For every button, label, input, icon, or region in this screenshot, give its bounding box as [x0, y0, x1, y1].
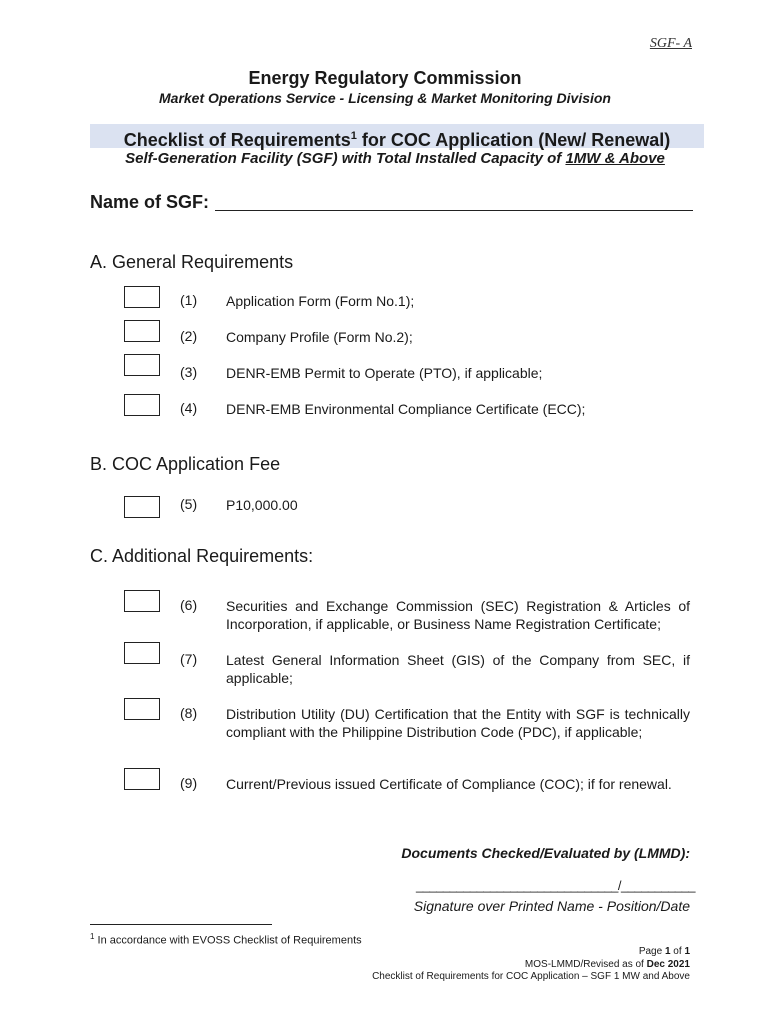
item-number: (2) [180, 328, 198, 344]
form-code: SGF- A [649, 36, 692, 51]
section-fee-heading: B. COC Application Fee [90, 454, 281, 474]
item-text: DENR-EMB Environmental Compliance Certificate (ECC); [226, 401, 586, 417]
checkbox-item-8[interactable] [124, 698, 160, 720]
checkbox-item-1[interactable] [124, 286, 160, 308]
name-of-sgf-label: Name of SGF: [90, 192, 210, 212]
checkbox-item-7[interactable] [124, 642, 160, 664]
subtitle-capacity: 1MW & Above [565, 150, 665, 167]
signature-line[interactable]: ______________________________/___________ [416, 878, 696, 893]
page-number [639, 946, 690, 957]
item-number: (7) [180, 651, 198, 667]
revision-date: Dec 2021 [646, 959, 690, 970]
item-text: Distribution Utility (DU) Certification that the Entity with SGF is technically compliant with the Philippine Distribution Code (PDC), if applicable; [226, 706, 690, 740]
footnote-ref: 1 [350, 130, 357, 142]
item-text: Securities and Exchange Commission (SEC) Registration & Articles of Incorporation, if applicable, or Business Name Registration Certificate; [226, 598, 690, 632]
signature-label: Signature over Printed Name - Position/Date [413, 898, 690, 914]
page-total: 1 [684, 946, 690, 957]
item-text: Current/Previous issued Certificate of Compliance (COC); if for renewal. [226, 776, 672, 792]
item-text: DENR-EMB Permit to Operate (PTO), if applicable; [226, 365, 543, 381]
item-number: (9) [180, 775, 198, 791]
item-number: (4) [180, 400, 198, 416]
item-number: (6) [180, 597, 198, 613]
footnote-text: In accordance with EVOSS Checklist of Requirements [94, 934, 362, 947]
document-subtitle [0, 150, 770, 167]
footnote-divider [90, 924, 272, 925]
footnote [90, 932, 362, 947]
item-text: Company Profile (Form No.2); [226, 329, 413, 345]
page-word: Page [638, 946, 665, 957]
item-number: (8) [180, 705, 198, 721]
item-text: Latest General Information Sheet (GIS) of the Company from SEC, if applicable; [226, 652, 690, 686]
checkbox-item-6[interactable] [124, 590, 160, 612]
name-of-sgf-field[interactable] [215, 210, 693, 211]
checkbox-item-9[interactable] [124, 768, 160, 790]
item-text: Application Form (Form No.1); [226, 293, 415, 309]
checkbox-item-5[interactable] [124, 496, 160, 518]
revision-prefix: MOS-LMMD/Revised as of [524, 959, 647, 970]
checkbox-item-3[interactable] [124, 354, 160, 376]
organization-name: Energy Regulatory Commission [248, 68, 522, 88]
evaluation-label: Documents Checked/Evaluated by (LMMD): [401, 845, 690, 861]
revision-info [525, 959, 690, 970]
section-general-heading: A. General Requirements [90, 252, 294, 272]
title-text: Checklist of Requirements [123, 130, 351, 150]
item-number: (3) [180, 364, 198, 380]
section-additional-heading: C. Additional Requirements: [90, 546, 314, 566]
footer-doc-title: Checklist of Requirements for COC Application – SGF 1 MW and Above [372, 971, 690, 982]
subtitle-text: Self-Generation Facility (SGF) with Total Installed Capacity of [125, 150, 566, 167]
item-number: (5) [180, 496, 198, 512]
checkbox-item-4[interactable] [124, 394, 160, 416]
item-number: (1) [180, 292, 198, 308]
title-text-rest: for COC Application (New/ Renewal) [356, 130, 671, 150]
division-name: Market Operations Service - Licensing & Market Monitoring Division [159, 90, 611, 106]
checkbox-item-2[interactable] [124, 320, 160, 342]
page-of: of [670, 946, 685, 957]
footnote-marker: 1 [90, 932, 95, 941]
page-current: 1 [664, 946, 671, 957]
document-title [90, 124, 704, 152]
item-text: P10,000.00 [226, 497, 298, 513]
